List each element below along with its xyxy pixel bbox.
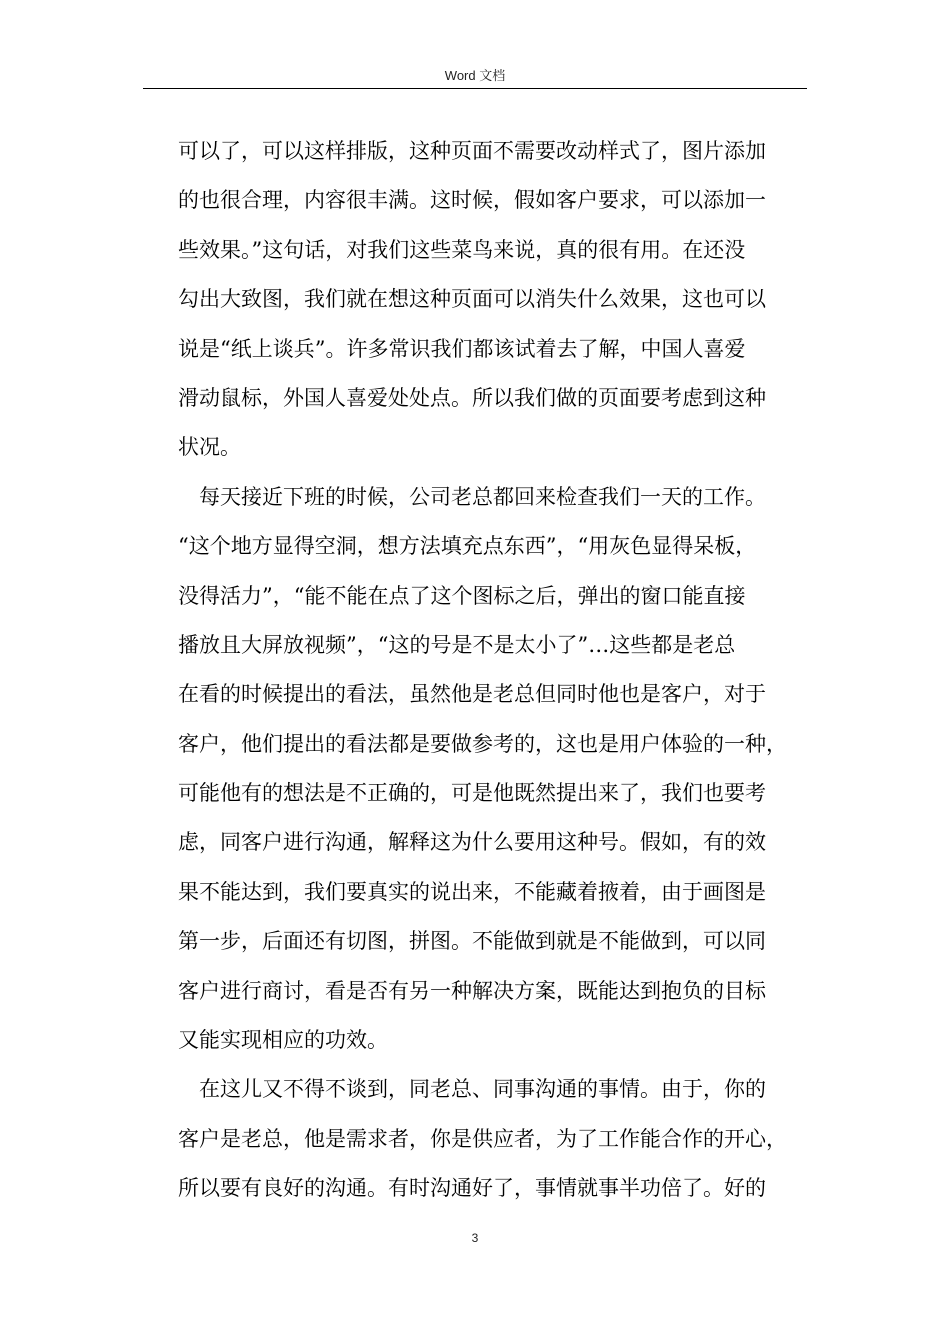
text-line: 可以了，可以这样排版，这种页面不需要改动样式了，图片添加 (178, 139, 766, 163)
text-line: 播放且大屏放视频”，“这的号是不是太小了”…这些都是老总 (178, 632, 736, 657)
text-line: 所以要有良好的沟通。有时沟通好了，事情就事半功倍了。好的 (178, 1176, 766, 1201)
page-header-title: Word 文档 (444, 68, 506, 83)
text-line: 在看的时候提出的看法，虽然他是老总但同时他也是客户，对于 (178, 682, 766, 707)
text-line: 些效果。”这句话，对我们这些菜鸟来说，真的很有用。在还没 (178, 237, 746, 262)
text-line: 客户是老总，他是需求者，你是供应者，为了工作能合作的开心， (178, 1126, 787, 1151)
text-line: 客户，他们提出的看法都是要做参考的，这也是用户体验的一种， (178, 731, 787, 756)
text-line: 客户进行商讨，看是否有另一种解决方案，既能达到抱负的目标 (178, 978, 766, 1003)
text-line: 虑，同客户进行沟通，解释这为什么要用这种号。假如，有的效 (178, 830, 766, 855)
text-line: 没得活力”，“能不能在点了这个图标之后，弹出的窗口能直接 (178, 583, 746, 608)
text-line: 说是“纸上谈兵”。许多常识我们都该试着去了解，中国人喜爱 (178, 336, 746, 361)
text-line-paragraph-start: 在这儿又不得不谈到，同老总、同事沟通的事情。由于，你的 (199, 1077, 766, 1102)
header-divider (143, 88, 807, 89)
text-line: 勾出大致图，我们就在想这种页面可以消失什么效果，这也可以 (178, 287, 766, 312)
text-line: “这个地方显得空洞，想方法填充点东西”，“用灰色显得呆板， (178, 534, 757, 559)
text-line: 果不能达到，我们要真实的说出来，不能藏着掖着，由于画图是 (178, 879, 766, 904)
text-line-paragraph-start: 每天接近下班的时候，公司老总都回来检查我们一天的工作。 (199, 484, 766, 509)
document-body (178, 127, 787, 1214)
text-line: 的也很合理，内容很丰满。这时候，假如客户要求，可以添加一 (178, 188, 766, 213)
text-line: 第一步，后面还有切图，拼图。不能做到就是不能做到，可以同 (178, 929, 766, 954)
text-line: 又能实现相应的功效。 (178, 1028, 388, 1053)
text-line: 滑动鼠标，外国人喜爱处处点。所以我们做的页面要考虑到这种 (178, 385, 766, 410)
page-number: 3 (471, 1231, 479, 1245)
text-line: 可能他有的想法是不正确的，可是他既然提出来了，我们也要考 (178, 781, 766, 806)
text-line: 状况。 (178, 435, 241, 460)
